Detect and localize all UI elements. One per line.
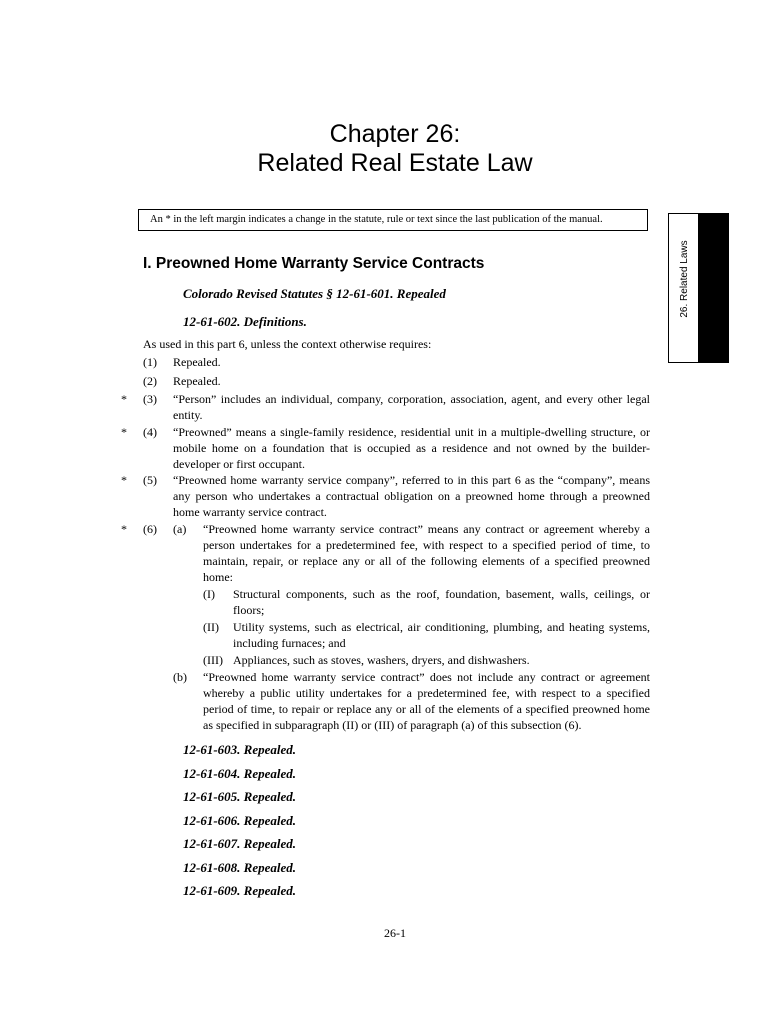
chapter-title-line1: Chapter 26: bbox=[329, 120, 461, 148]
subparagraph-text-b: “Preowned home warranty service contract” does not include any contract or agreement whereby a public utility undertakes for a predetermined fee, with respect to a specified period of time, to repair or replace any or all of the elements of a specified preowned home as specified in subparagraph (II) or (III) of paragraph (a) of this subsection (6). bbox=[203, 670, 650, 732]
item-text: “Person” includes an individual, company, corporation, association, agent, and every other legal entity. bbox=[173, 392, 650, 422]
roman-number: (III) bbox=[203, 653, 223, 667]
repealed-section: 12-61-606. Repealed. bbox=[183, 813, 297, 828]
roman-text: Utility systems, such as electrical, air conditioning, plumbing, and heating systems, including furnaces; and bbox=[233, 620, 650, 650]
item-text: “Preowned home warranty service company”, referred to in this part 6 as the “company”, means any person who undertakes a contractual obligation on a preowned home through a preowned home warranty service contract. bbox=[173, 473, 650, 519]
item-number: (4) bbox=[143, 425, 157, 439]
subparagraph-label-b: (b) bbox=[173, 670, 187, 684]
subparagraph-text-a: “Preowned home warranty service contract” means any contract or agreement whereby a person undertakes for a predetermined fee, with respect to a specified period of time, to maintain, repair, or replace any or all of the following elements of a specified preowned home: bbox=[203, 522, 650, 584]
side-tab-label: 26. Related Laws bbox=[679, 240, 690, 318]
side-tab bbox=[668, 213, 698, 363]
item-number: (2) bbox=[143, 374, 157, 388]
roman-text: Appliances, such as stoves, washers, dryers, and dishwashers. bbox=[233, 653, 530, 667]
definitions-heading: 12-61-602. Definitions. bbox=[183, 314, 307, 329]
side-tab-black-bar bbox=[698, 213, 729, 363]
item-text: Repealed. bbox=[173, 355, 221, 369]
repealed-section: 12-61-608. Repealed. bbox=[183, 860, 297, 875]
roman-text: Structural components, such as the roof, foundation, basement, walls, ceilings, or floors; bbox=[233, 587, 650, 617]
chapter-title-line2: Related Real Estate Law bbox=[257, 149, 533, 177]
item-number: (3) bbox=[143, 392, 157, 406]
item-text: “Preowned” means a single-family residence, residential unit in a multiple-dwelling structure, or mobile home on a foundation that is occupied as a residence and not owned by the builder-developer or first occupant. bbox=[173, 425, 650, 471]
repealed-section: 12-61-605. Repealed. bbox=[183, 789, 297, 804]
subparagraph-label-a: (a) bbox=[173, 522, 187, 536]
change-marker: * bbox=[121, 522, 127, 536]
item-text: Repealed. bbox=[173, 374, 221, 388]
item-number: (5) bbox=[143, 473, 157, 487]
intro-text: As used in this part 6, unless the context otherwise requires: bbox=[143, 337, 432, 351]
item-number: (6) bbox=[143, 522, 157, 536]
roman-number: (I) bbox=[203, 587, 215, 601]
change-marker: * bbox=[121, 392, 127, 406]
chapter-title bbox=[0, 120, 770, 178]
statute-reference: Colorado Revised Statutes § 12-61-601. Repealed bbox=[183, 286, 446, 301]
change-marker: * bbox=[121, 473, 127, 487]
repealed-section: 12-61-607. Repealed. bbox=[183, 836, 297, 851]
change-marker: * bbox=[121, 425, 127, 439]
item-number: (1) bbox=[143, 355, 157, 369]
notice-box: An * in the left margin indicates a change in the statute, rule or text since the last publication of the manual. bbox=[138, 209, 648, 231]
repealed-section: 12-61-609. Repealed. bbox=[183, 883, 297, 898]
section-heading: I. Preowned Home Warranty Service Contracts bbox=[143, 255, 485, 272]
repealed-section: 12-61-604. Repealed. bbox=[183, 766, 297, 781]
roman-number: (II) bbox=[203, 620, 219, 634]
repealed-section: 12-61-603. Repealed. bbox=[183, 742, 297, 757]
page-number: 26-1 bbox=[384, 926, 406, 940]
